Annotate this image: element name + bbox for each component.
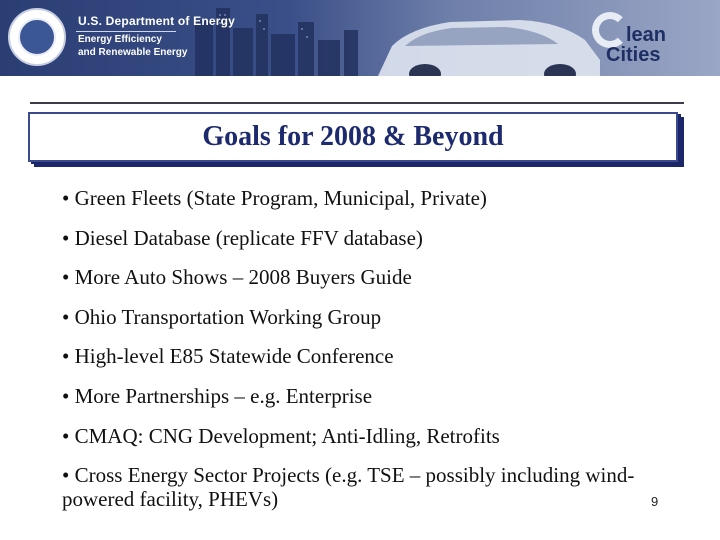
page-number: 9 <box>651 494 659 509</box>
agency-name: U.S. Department of Energy <box>78 14 236 28</box>
bullet-item: • Ohio Transportation Working Group <box>62 304 382 329</box>
bullet-item: • Cross Energy Sector Projects (e.g. TSE – possibly including wind-powered facility, PHEVs) <box>62 463 635 512</box>
logo-text-lean: lean <box>626 24 667 46</box>
bullet-item: • High-level E85 Statewide Conference <box>62 344 394 369</box>
bullet-item: • Diesel Database (replicate FFV database) <box>62 225 423 250</box>
slide-title: Goals for 2008 & Beyond <box>202 121 504 152</box>
title-rule <box>30 102 684 104</box>
clean-cities-logo-icon <box>592 12 628 48</box>
logo-text-cities: Cities <box>606 44 661 66</box>
office-name-line2: and Renewable Energy <box>78 47 188 58</box>
bullet-list <box>62 186 662 511</box>
bullet-item: • Green Fleets (State Program, Municipal, Private) <box>62 186 487 210</box>
bullet-item: • More Auto Shows – 2008 Buyers Guide <box>62 265 412 290</box>
bullet-item: • CMAQ: CNG Development; Anti-Idling, Retrofits <box>62 423 500 448</box>
title-box <box>28 112 678 162</box>
bullet-item: • More Partnerships – e.g. Enterprise <box>62 383 373 408</box>
office-name-line1: Energy Efficiency <box>78 34 162 45</box>
header-banner <box>0 0 720 76</box>
